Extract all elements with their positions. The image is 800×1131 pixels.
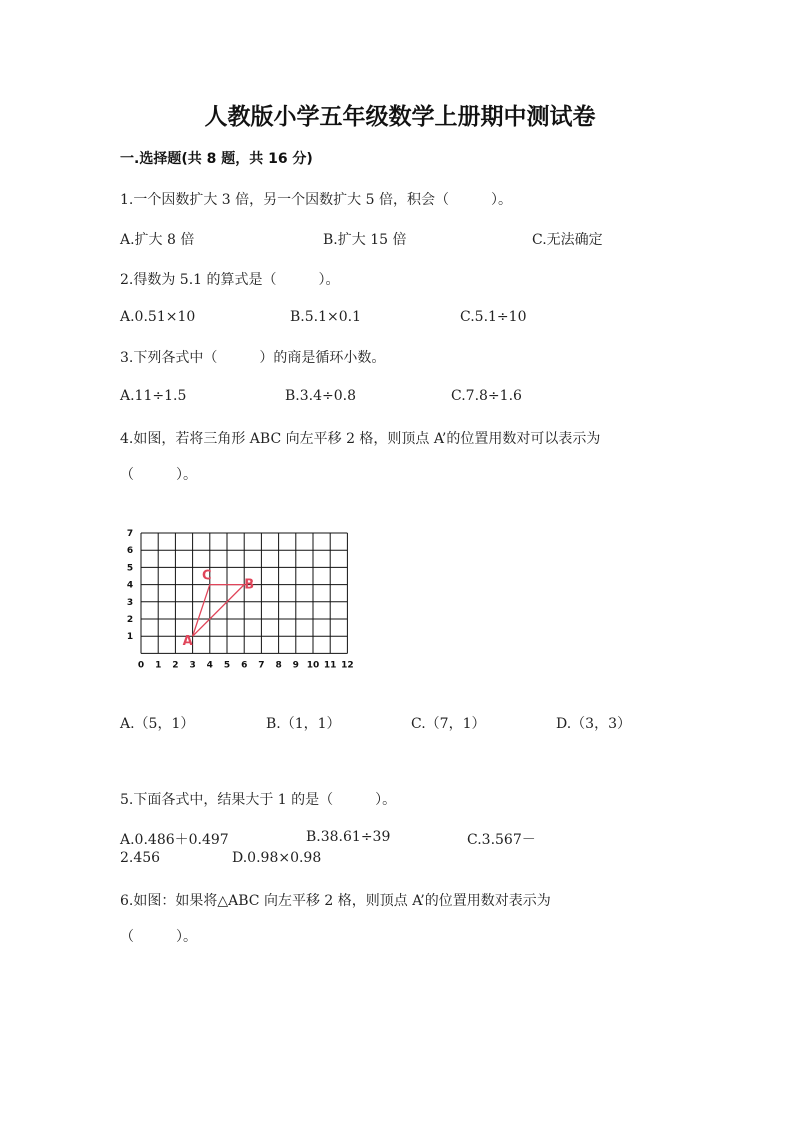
y-tick-label: 2	[126, 615, 134, 625]
question-4-option-c[interactable]: C.（7，1）	[411, 716, 486, 732]
y-tick-label: 5	[126, 563, 134, 574]
question-4-option-d[interactable]: D.（3，3）	[556, 716, 631, 732]
coordinate-grid-figure	[118, 522, 368, 672]
x-tick-label: 4	[206, 660, 213, 671]
question-1-option-a[interactable]: A.扩大 8 倍	[120, 232, 195, 248]
x-tick-label: 1	[155, 660, 162, 671]
question-6-stem: 6.如图：如果将△ABC 向左平移 2 格，则顶点 A’的位置用数对表示为	[120, 893, 551, 909]
question-1-option-c[interactable]: C.无法确定	[532, 232, 603, 248]
x-tick-label: 5	[223, 660, 231, 671]
triangle-abc	[183, 569, 255, 650]
vertex-label-b: B	[244, 577, 255, 593]
triangle-outline	[193, 585, 245, 637]
question-2-option-c[interactable]: C.5.1÷10	[460, 309, 527, 325]
question-5-stem: 5.下面各式中，结果大于 1 的是（ ）。	[120, 792, 397, 808]
y-tick-label: 3	[126, 597, 134, 608]
question-5-option-c[interactable]: C.3.567－	[467, 832, 536, 848]
x-tick-label: 8	[275, 660, 282, 671]
question-4-stem: 4.如图，若将三角形 ABC 向左平移 2 格，则顶点 A’的位置用数对可以表示为	[120, 431, 601, 447]
x-tick-label: 3	[189, 660, 196, 671]
y-tick-label: 7	[126, 529, 134, 539]
x-tick-label: 2	[172, 660, 179, 671]
page-title: 人教版小学五年级数学上册期中测试卷	[204, 103, 596, 130]
x-tick-label: 7	[258, 660, 265, 671]
question-2-stem: 2.得数为 5.1 的算式是（ ）。	[120, 272, 340, 288]
x-tick-label: 6	[241, 660, 248, 671]
section-heading: 一.选择题(共 8 题，共 16 分)	[120, 151, 313, 167]
question-5-option-b[interactable]: B.38.61÷39	[306, 829, 391, 845]
question-3-option-b[interactable]: B.3.4÷0.8	[285, 388, 356, 404]
question-1-stem: 1.一个因数扩大 3 倍，另一个因数扩大 5 倍，积会（ ）。	[120, 192, 512, 208]
question-5-option-c-cont: 2.456	[120, 850, 161, 866]
question-4-option-a[interactable]: A.（5，1）	[120, 716, 195, 732]
question-4-stem-line2: （ ）。	[120, 467, 197, 483]
grid-lines	[141, 533, 347, 653]
question-5-option-a[interactable]: A.0.486＋0.497	[120, 832, 229, 848]
question-5-option-d[interactable]: D.0.98×0.98	[232, 850, 322, 866]
x-tick-label: 10	[306, 660, 320, 671]
question-3-stem: 3.下列各式中（ ）的商是循环小数。	[120, 350, 386, 366]
question-2-option-a[interactable]: A.0.51×10	[120, 309, 196, 325]
x-tick-label: 0	[137, 660, 145, 671]
vertex-label-a: A	[182, 634, 193, 650]
question-1-option-b[interactable]: B.扩大 15 倍	[323, 232, 407, 248]
x-tick-label: 11	[323, 660, 337, 671]
question-3-option-a[interactable]: A.11÷1.5	[120, 388, 187, 404]
vertex-label-c: C	[202, 568, 212, 584]
question-4-option-b[interactable]: B.（1，1）	[266, 716, 341, 732]
y-tick-label: 1	[126, 632, 134, 643]
y-tick-label: 6	[126, 546, 134, 557]
x-tick-label: 9	[292, 660, 299, 671]
question-6-stem-line2: （ ）。	[120, 929, 197, 945]
question-3-option-c[interactable]: C.7.8÷1.6	[451, 388, 522, 404]
x-tick-label: 12	[341, 660, 354, 671]
y-tick-label: 4	[126, 580, 134, 591]
question-2-option-b[interactable]: B.5.1×0.1	[290, 309, 361, 325]
